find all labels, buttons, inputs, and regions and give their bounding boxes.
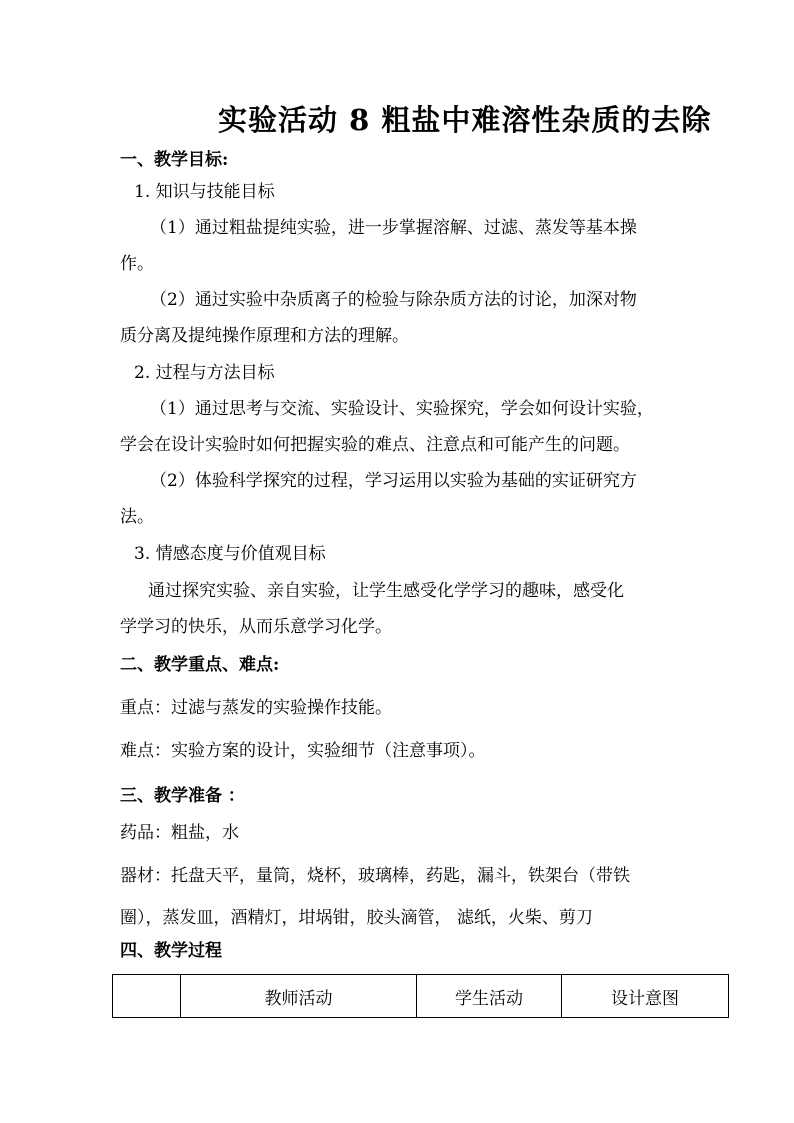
goal-heading-process: 2. 过程与方法目标 xyxy=(134,363,275,383)
section-heading-preparation: 三、教学准备 ： xyxy=(120,786,245,806)
key-point-text: 重点：过滤与蒸发的实验操作技能。 xyxy=(120,698,392,718)
section-heading-process: 四、教学过程 xyxy=(120,941,222,961)
section-heading-key-points: 二、教学重点、难点: xyxy=(120,655,280,675)
paragraph-line: （1）通过粗盐提纯实验，进一步掌握溶解、过滤、蒸发等基本操 xyxy=(150,218,637,238)
difficulty-text: 难点：实验方案的设计，实验细节（注意事项）。 xyxy=(120,741,486,761)
table-header-row xyxy=(113,975,729,1018)
section-heading-teaching-goals: 一、教学目标: xyxy=(120,150,229,170)
equipment-text: 圈），蒸发皿，酒精灯，坩埚钳，胶头滴管， 滤纸，火柴、剪刀 xyxy=(120,908,593,928)
table-header-design-intent: 设计意图 xyxy=(562,975,729,1018)
equipment-text: 器材：托盘天平，量筒，烧杯，玻璃棒，药匙，漏斗，铁架台（带铁 xyxy=(120,866,630,886)
chemicals-text: 药品：粗盐，水 xyxy=(120,823,239,843)
paragraph-line: （1）通过思考与交流、实验设计、实验探究，学会如何设计实验， xyxy=(150,399,654,419)
table-header-student-activity: 学生活动 xyxy=(417,975,562,1018)
paragraph-line: 法。 xyxy=(120,507,154,527)
paragraph-line: 通过探究实验、亲自实验，让学生感受化学学习的趣味，感受化 xyxy=(148,581,624,601)
page-title: 实验活动 8 粗盐中难溶性杂质的去除 xyxy=(218,103,712,137)
table-header-cell-blank xyxy=(113,975,181,1018)
paragraph-line: 质分离及提纯操作原理和方法的理解。 xyxy=(120,326,409,346)
paragraph-line: （2）通过实验中杂质离子的检验与除杂质方法的讨论，加深对物 xyxy=(150,290,637,310)
paragraph-line: 学会在设计实验时如何把握实验的难点、注意点和可能产生的问题。 xyxy=(120,435,630,455)
paragraph-line: 作。 xyxy=(120,254,154,274)
table-header-teacher-activity: 教师活动 xyxy=(181,975,417,1018)
goal-heading-attitude: 3. 情感态度与价值观目标 xyxy=(134,544,326,564)
goal-heading-knowledge: 1. 知识与技能目标 xyxy=(134,182,275,202)
paragraph-line: （2）体验科学探究的过程，学习运用以实验为基础的实证研究方 xyxy=(150,471,637,491)
teaching-process-table xyxy=(112,974,729,1018)
paragraph-line: 学学习的快乐，从而乐意学习化学。 xyxy=(120,617,392,637)
